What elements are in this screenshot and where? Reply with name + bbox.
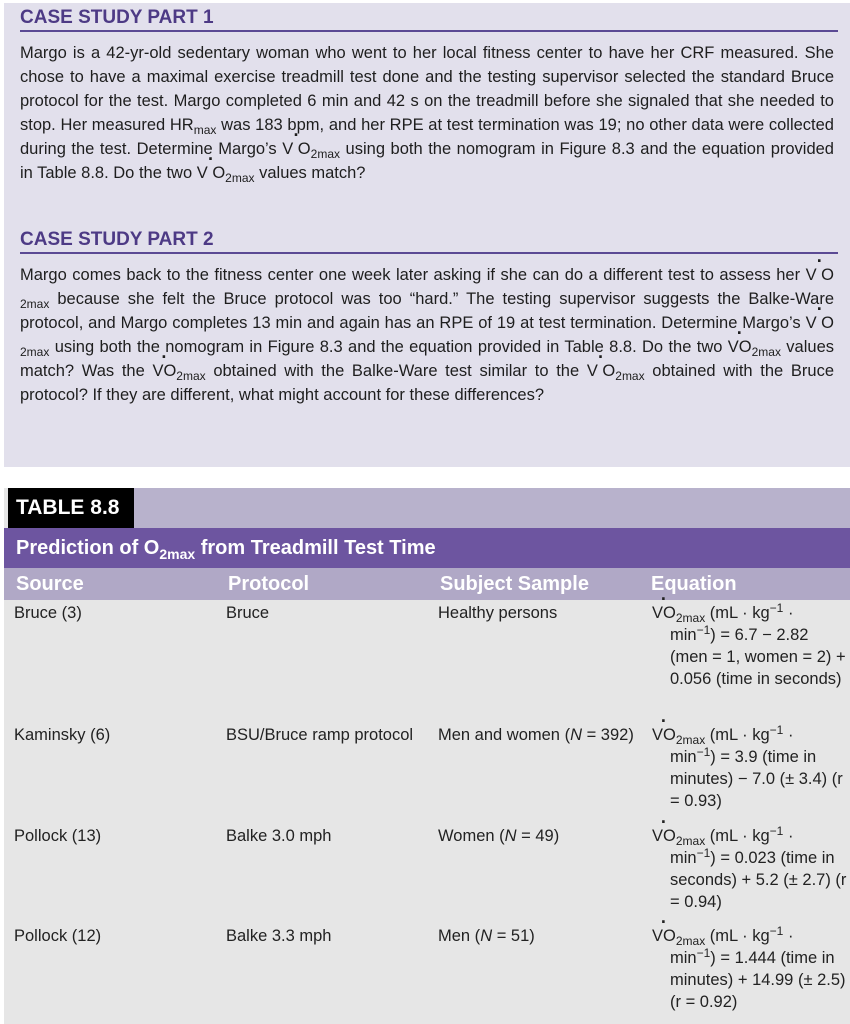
case-study-part-1-title: CASE STUDY PART 1 bbox=[20, 7, 838, 32]
cell-equation: · $VO_{2max}$ ($mL \cdot kg^{-1}$ · $\min^{-1}) = 6.7 - 2.82$ (men = 1, women = 2) + 0.056 (time in seconds) bbox=[652, 602, 850, 690]
cell-protocol: Balke 3.3 mph bbox=[226, 927, 332, 945]
cell-equation: · $VO_{2max}$ ($mL \cdot kg^{-1}$ · $\min^{-1}) = 0.023$ (time in seconds) + 5.2 (± 2.7) (r = 0.94) bbox=[652, 825, 850, 913]
vo2-symbol: · VO bbox=[652, 825, 676, 847]
vo2-symbol: · V O bbox=[806, 263, 834, 287]
table-header-row bbox=[4, 568, 850, 600]
vo2-symbol: · VO bbox=[652, 724, 676, 746]
cell-subject-sample: Men and women (N = 392) bbox=[438, 726, 634, 744]
table-title: Prediction of $O_{2max}$ from Treadmill Test Time bbox=[4, 528, 850, 568]
cell-protocol: Balke 3.0 mph bbox=[226, 827, 332, 845]
case-study-part-2-text: Margo comes back to the fitness center one week later asking if she can do a different test to assess her · V $O_{2max}$ because she felt the Bruce protocol was too “hard.” The testing supervisor suggests the Balke-Ware protocol, and Margo completes 13 min and again has an RPE of 19 at test termination. Determine Margo’s · V $O_{2max}$ using both the nomogram in Figure 8.3 and the equation provided in Table 8.8. Do the two · $VO_{2max}$ values match? Was the · $VO_{2max}$ obtained with the Balke-Ware test similar to the · V $O_{2max}$ obtained with the Bruce protocol? If they are different, what might account for these differences? bbox=[20, 263, 834, 407]
column-header-subject-sample: Subject Sample bbox=[440, 573, 589, 595]
vo2-symbol: · V O bbox=[806, 311, 834, 335]
vo2-symbol: · VO bbox=[652, 602, 676, 624]
column-header-equation: Equation bbox=[651, 573, 737, 595]
cell-subject-sample: Women (N = 49) bbox=[438, 827, 560, 845]
cell-subject-sample: Men (N = 51) bbox=[438, 927, 535, 945]
table-label-bar bbox=[134, 488, 850, 528]
cell-protocol: BSU/Bruce ramp protocol bbox=[226, 726, 414, 744]
case-study-box bbox=[4, 3, 850, 467]
table-8-8 bbox=[4, 488, 850, 1024]
table-label: TABLE 8.8 bbox=[8, 488, 134, 528]
cell-subject-sample: Healthy persons bbox=[438, 604, 558, 622]
column-header-source: Source bbox=[16, 573, 84, 595]
cell-equation: · $VO_{2max}$ ($mL \cdot kg^{-1}$ · $\min^{-1}) = 3.9$ (time in minutes) − 7.0 (± 3.4) (r = 0.93) bbox=[652, 724, 850, 812]
case-study-part-2-title: CASE STUDY PART 2 bbox=[20, 229, 838, 254]
cell-equation: · $VO_{2max}$ ($mL \cdot kg^{-1}$ · $\min^{-1}) = 1.444$ (time in minutes) + 14.99 (± 2.5) (r = 0.92) bbox=[652, 925, 850, 1013]
cell-source: Kaminsky (6) bbox=[14, 726, 111, 744]
column-header-protocol: Protocol bbox=[228, 573, 310, 595]
cell-source: Bruce (3) bbox=[14, 604, 82, 622]
vo2-symbol: · VO bbox=[152, 359, 176, 383]
cell-source: Pollock (13) bbox=[14, 827, 102, 845]
cell-source: Pollock (12) bbox=[14, 927, 102, 945]
cell-protocol: Bruce bbox=[226, 604, 270, 622]
vo2-symbol: · V O bbox=[282, 137, 310, 161]
vo2-symbol: · V O bbox=[197, 161, 225, 185]
vo2-symbol: · V O bbox=[587, 359, 615, 383]
case-study-part-1-text: Margo is a 42-yr-old sedentary woman who went to her local fitness center to have her CRF measured. She chose to have a maximal exercise treadmill test done and the testing supervisor selected the standard Bruce protocol for the test. Margo completed 6 min and 42 s on the treadmill before she signaled that she needed to stop. Her measured $HR_{max}$ was 183 bpm, and her RPE at test termination was 19; no other data were collected during the test. Determine Margo’s · V $O_{2max}$ using both the nomogram in Figure 8.3 and the equation provided in Table 8.8. Do the two · V $O_{2max}$ values match? bbox=[20, 41, 834, 185]
vo2-symbol: · VO bbox=[728, 335, 752, 359]
vo2-symbol: · VO bbox=[652, 925, 676, 947]
